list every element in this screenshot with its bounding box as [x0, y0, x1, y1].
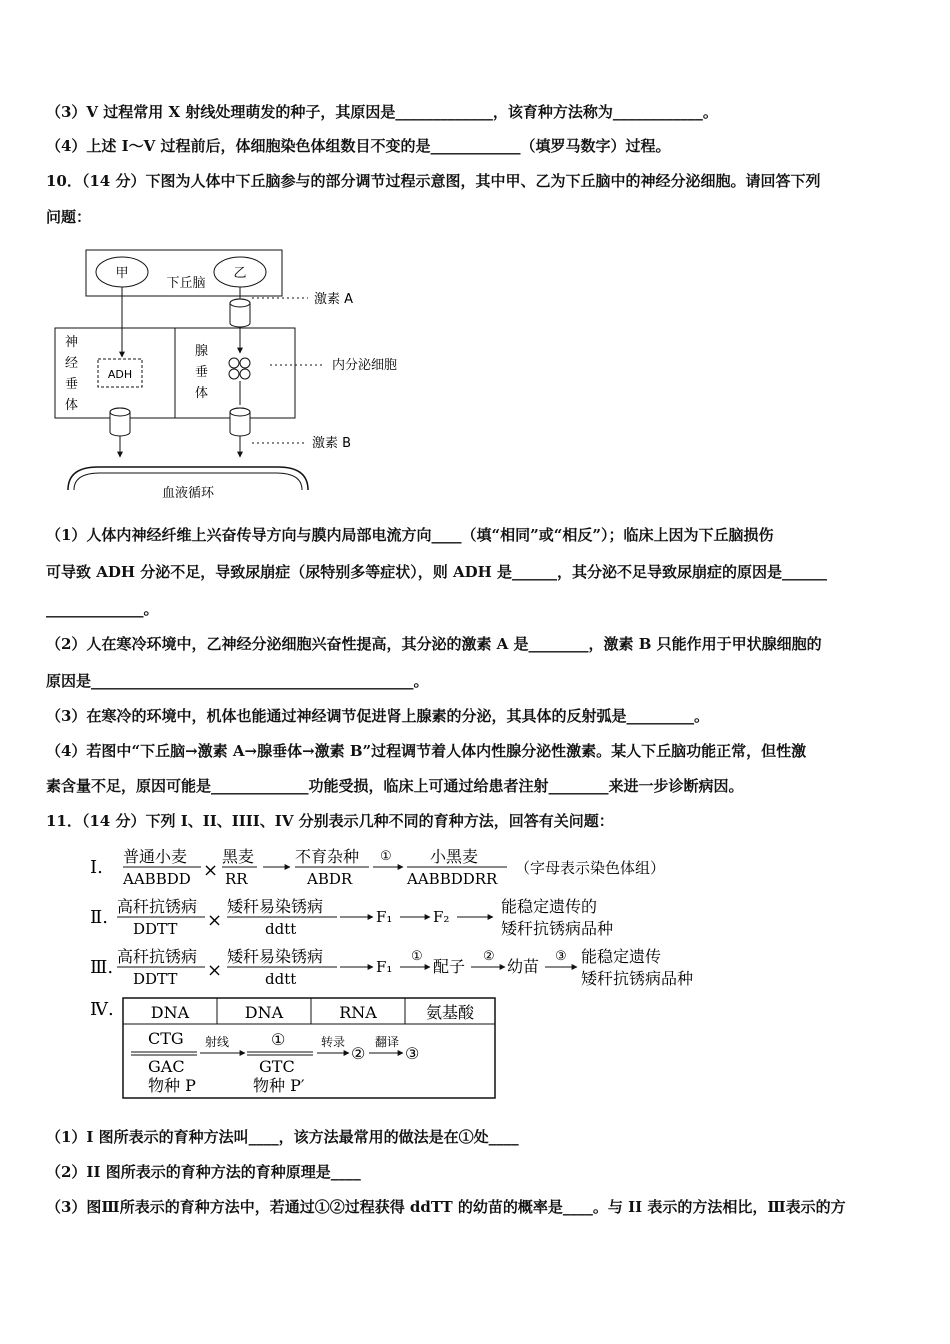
row3-b-bot: ddtt	[265, 970, 297, 988]
row3-s3: ③	[555, 949, 567, 964]
row4-header-4: 氨基酸	[425, 1003, 475, 1022]
row2-label: Ⅱ.	[90, 907, 108, 928]
q10-part2-line2: 原因是___________________________________________。	[46, 672, 429, 690]
row1-d-top: 小黑麦	[430, 847, 479, 866]
row1-b-top: 黑麦	[222, 847, 255, 866]
row3-s1: ①	[411, 949, 423, 964]
q10-stem-line2: 问题：	[46, 208, 92, 226]
hormone-a-vesicle	[230, 299, 250, 327]
row4-ray: 射线	[205, 1035, 230, 1049]
endocrine-cell-label: 内分泌细胞	[332, 358, 398, 373]
row4-header-3: RNA	[339, 1003, 377, 1022]
hormone-b-label: 激素 B	[312, 436, 352, 451]
row4-c2: ②	[351, 1044, 366, 1063]
row4-transcribe: 转录	[321, 1035, 346, 1049]
row3-b-top: 矮秆易染锈病	[227, 947, 324, 966]
row1-a-bot: AABBDD	[123, 870, 191, 888]
hormone-b-vesicle	[230, 408, 250, 436]
endocrine-cell-dot	[229, 358, 239, 368]
row3-f1: F₁	[376, 958, 393, 976]
cross-icon: ×	[203, 860, 219, 881]
neuro-pituitary-char2: 经	[65, 356, 79, 371]
q11-part1: （1）I 图所表示的育种方法叫____，该方法最常用的做法是在①处____	[46, 1128, 519, 1146]
neuro-pituitary-char4: 体	[65, 398, 79, 413]
row3-s2: ②	[483, 949, 495, 964]
row1-d-bot: AABBDDRR	[407, 870, 498, 888]
row3-end-bot: 矮秆抗锈病品种	[581, 969, 694, 988]
adeno-pituitary-char3: 体	[195, 386, 209, 401]
hypothalamus-diagram	[50, 245, 430, 510]
q11-part3: （3）图Ⅲ所表示的育种方法中，若通过①②过程获得 ddTT 的幼苗的概率是____。与 II 表示的方法相比，Ⅲ表示的方	[46, 1198, 846, 1216]
row3-a-bot: DDTT	[133, 970, 178, 988]
row3-a-top: 高秆抗锈病	[117, 947, 198, 966]
q11-part2: （2）II 图所表示的育种方法的育种原理是____	[46, 1163, 361, 1181]
row1-label: Ⅰ.	[90, 857, 103, 878]
row1-note: （字母表示染色体组）	[515, 859, 666, 877]
adh-vesicle	[110, 408, 130, 436]
neuro-pituitary-char3: 垂	[65, 377, 79, 392]
hormone-a-label: 激素 A	[314, 292, 354, 307]
row4-bot1: GAC	[148, 1057, 185, 1076]
svg-text:×: ×	[207, 910, 223, 931]
q10-part1-line2: 可导致 ADH 分泌不足，导致尿崩症（尿特别多等症状），则 ADH 是______，其分泌不足导致尿崩症的原因是______	[46, 563, 828, 581]
row4-top1: CTG	[148, 1029, 184, 1048]
q10-part3: （3）在寒冷的环境中，机体也能通过神经调节促进肾上腺素的分泌，其具体的反射弧是_________。	[46, 707, 709, 725]
row4-header-1: DNA	[150, 1003, 190, 1022]
row2-a-bot: DDTT	[133, 920, 178, 938]
row3-label: Ⅲ.	[90, 957, 114, 978]
q10-part2-line1: （2）人在寒冷环境中，乙神经分泌细胞兴奋性提高，其分泌的激素 A 是________，激素 B 只能作用于甲状腺细胞的	[46, 635, 822, 653]
q10-part4-line2: 素含量不足，原因可能是_____________功能受损，临床上可通过给患者注射________来进一步诊断病因。	[46, 777, 744, 795]
row4-header-2: DNA	[244, 1003, 284, 1022]
row2-b-bot: ddtt	[265, 920, 297, 938]
cell-yi-label: 乙	[233, 266, 247, 281]
row3-gamete: 配子	[433, 957, 466, 976]
svg-text:×: ×	[207, 960, 223, 981]
row3-seedling: 幼苗	[507, 957, 540, 976]
q9-part3: （3）V 过程常用 X 射线处理萌发的种子，其原因是_____________，该育种方法称为____________。	[46, 103, 718, 121]
blood-label: 血液循环	[161, 486, 215, 501]
q10-part1-line3: _____________。	[46, 600, 159, 618]
cell-jia-label: 甲	[115, 266, 129, 281]
adeno-pituitary-char1: 腺	[195, 344, 209, 359]
row4-label: Ⅳ.	[90, 999, 114, 1020]
neuro-pituitary-char1: 神	[65, 335, 79, 350]
row1-a-top: 普通小麦	[123, 847, 188, 866]
hypothalamus-label: 下丘脑	[166, 276, 206, 291]
row1-b-bot: RR	[225, 870, 248, 888]
row1-c-bot: ABDR	[307, 870, 353, 888]
breeding-methods-diagram	[85, 840, 725, 1110]
row2-b-top: 矮秆易染锈病	[227, 897, 324, 916]
q10-stem-line1: 10．（14 分）下图为人体中下丘脑参与的部分调节过程示意图，其中甲、乙为下丘脑中的神经分泌细胞。请回答下列	[46, 172, 821, 190]
q11-stem: 11．（14 分）下列 I、II、IIII、IV 分别表示几种不同的育种方法，回答有关问题：	[46, 812, 614, 830]
row4-c3: ③	[405, 1044, 420, 1063]
row3-end-top: 能稳定遗传	[581, 947, 662, 966]
adh-label: ADH	[107, 368, 133, 381]
row2-f2: F₂	[433, 908, 450, 926]
row4-c1: ①	[271, 1030, 286, 1049]
row2-end-bot: 矮秆抗锈病品种	[501, 919, 614, 938]
row4-sp1: 物种 P	[148, 1076, 196, 1095]
row2-a-top: 高秆抗锈病	[117, 897, 198, 916]
row4-sp2: 物种 P′	[253, 1076, 305, 1095]
q10-part4-line1: （4）若图中“下丘脑→激素 A→腺垂体→激素 B”过程调节着人体内性腺分泌性激素。某人下丘脑功能正常，但性激	[46, 742, 807, 760]
q10-part1-line1: （1）人体内神经纤维上兴奋传导方向与膜内局部电流方向____（填“相同”或“相反”）；临床上因为下丘脑损伤	[46, 526, 774, 544]
q9-part4: （4）上述 I～V 过程前后，体细胞染色体组数目不变的是____________（填罗马数字）过程。	[46, 137, 671, 155]
adeno-pituitary-char2: 垂	[195, 365, 209, 380]
row4-translate: 翻译	[375, 1035, 400, 1049]
row1-step: ①	[380, 849, 392, 864]
row4-bot2: GTC	[259, 1057, 295, 1076]
row2-end-top: 能稳定遗传的	[501, 897, 598, 916]
row1-c-top: 不育杂种	[295, 847, 360, 866]
row2-f1: F₁	[376, 908, 393, 926]
